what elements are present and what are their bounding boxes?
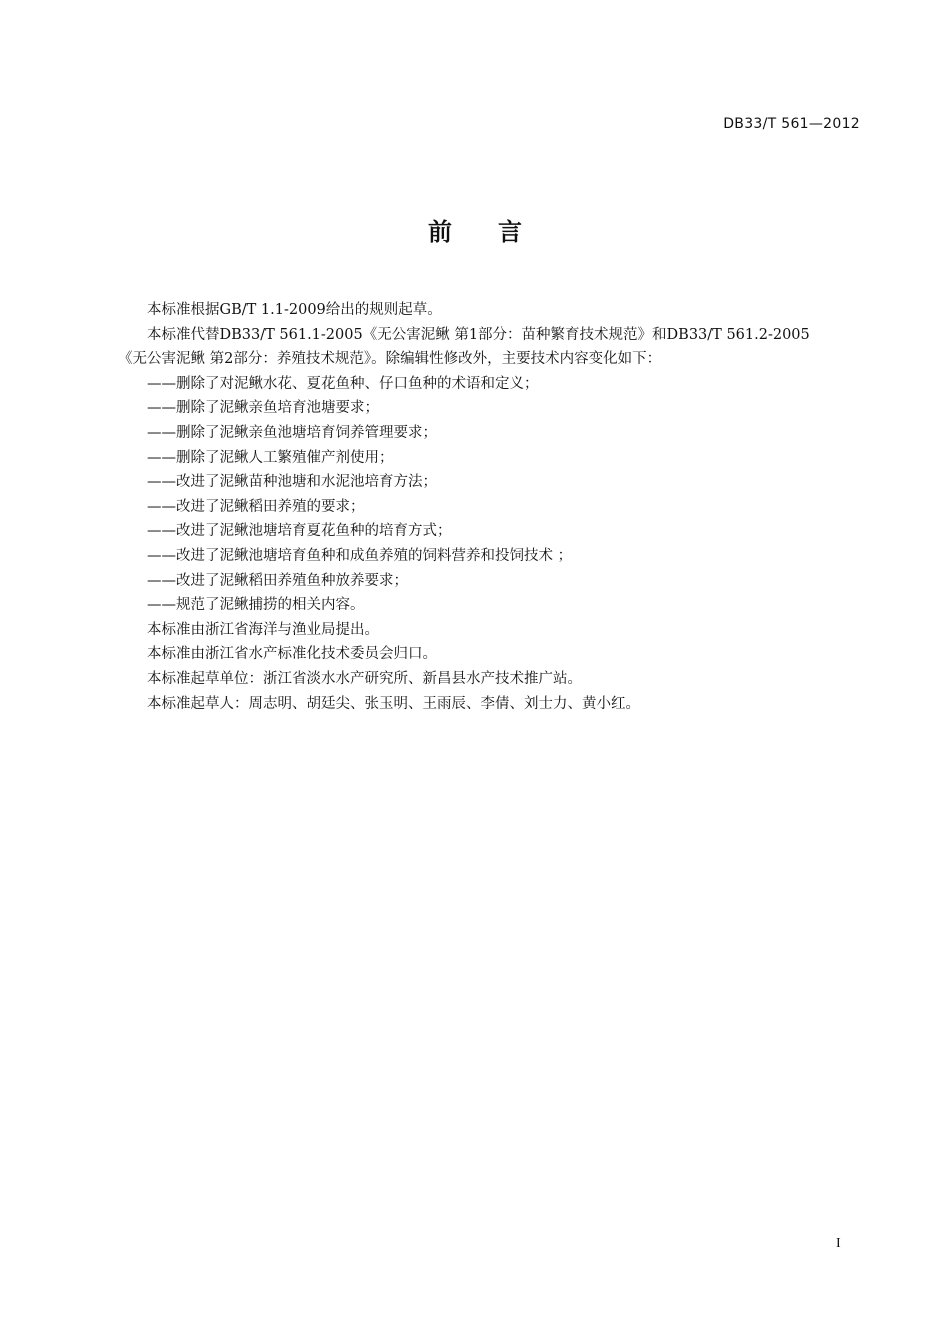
paragraph-drafting-units: 本标准起草单位：浙江省淡水水产研究所、新昌县水产技术推广站。 bbox=[147, 670, 582, 687]
change-item: ——删除了泥鳅人工繁殖催产剂使用； bbox=[147, 449, 394, 466]
title-char-2: 言 bbox=[498, 218, 522, 246]
change-item: ——规范了泥鳅捕捞的相关内容。 bbox=[147, 597, 365, 614]
paragraph-replaces-continued: 《无公害泥鳅 第2部分：养殖技术规范》。除编辑性修改外，主要技术内容变化如下： bbox=[118, 351, 662, 368]
paragraph-drafters: 本标准起草人：周志明、胡廷尖、张玉明、王雨辰、李倩、刘士力、黄小红。 bbox=[147, 695, 640, 712]
change-item: ——删除了对泥鳅水花、夏花鱼种、仔口鱼种的术语和定义； bbox=[147, 375, 539, 392]
change-item: ——删除了泥鳅亲鱼池塘培育饲养管理要求； bbox=[147, 424, 437, 441]
page-title bbox=[0, 212, 950, 247]
page-number: I bbox=[836, 1236, 841, 1251]
title-char-1: 前 bbox=[428, 218, 452, 246]
change-item: ——改进了泥鳅苗种池塘和水泥池培育方法； bbox=[147, 474, 437, 491]
paragraph-drafting-rules: 本标准根据GB/T 1.1-2009给出的规则起草。 bbox=[147, 302, 442, 318]
change-item: ——改进了泥鳅池塘培育鱼种和成鱼养殖的饲料营养和投饲技术 ； bbox=[147, 547, 573, 564]
preface-body bbox=[118, 298, 860, 716]
paragraph-replaces: 本标准代替DB33/T 561.1-2005《无公害泥鳅 第1部分：苗种繁育技术规范》和DB33/T 561.2-2005 bbox=[147, 326, 810, 343]
paragraph-proposed-by: 本标准由浙江省海洋与渔业局提出。 bbox=[147, 621, 379, 638]
change-item: ——删除了泥鳅亲鱼培育池塘要求； bbox=[147, 400, 379, 417]
change-item: ——改进了泥鳅稻田养殖鱼种放养要求； bbox=[147, 572, 408, 589]
change-item: ——改进了泥鳅池塘培育夏花鱼种的培育方式； bbox=[147, 523, 452, 540]
paragraph-under-jurisdiction: 本标准由浙江省水产标准化技术委员会归口。 bbox=[147, 646, 437, 663]
change-item: ——改进了泥鳅稻田养殖的要求； bbox=[147, 498, 365, 515]
document-code: DB33/T 561—2012 bbox=[723, 116, 860, 132]
